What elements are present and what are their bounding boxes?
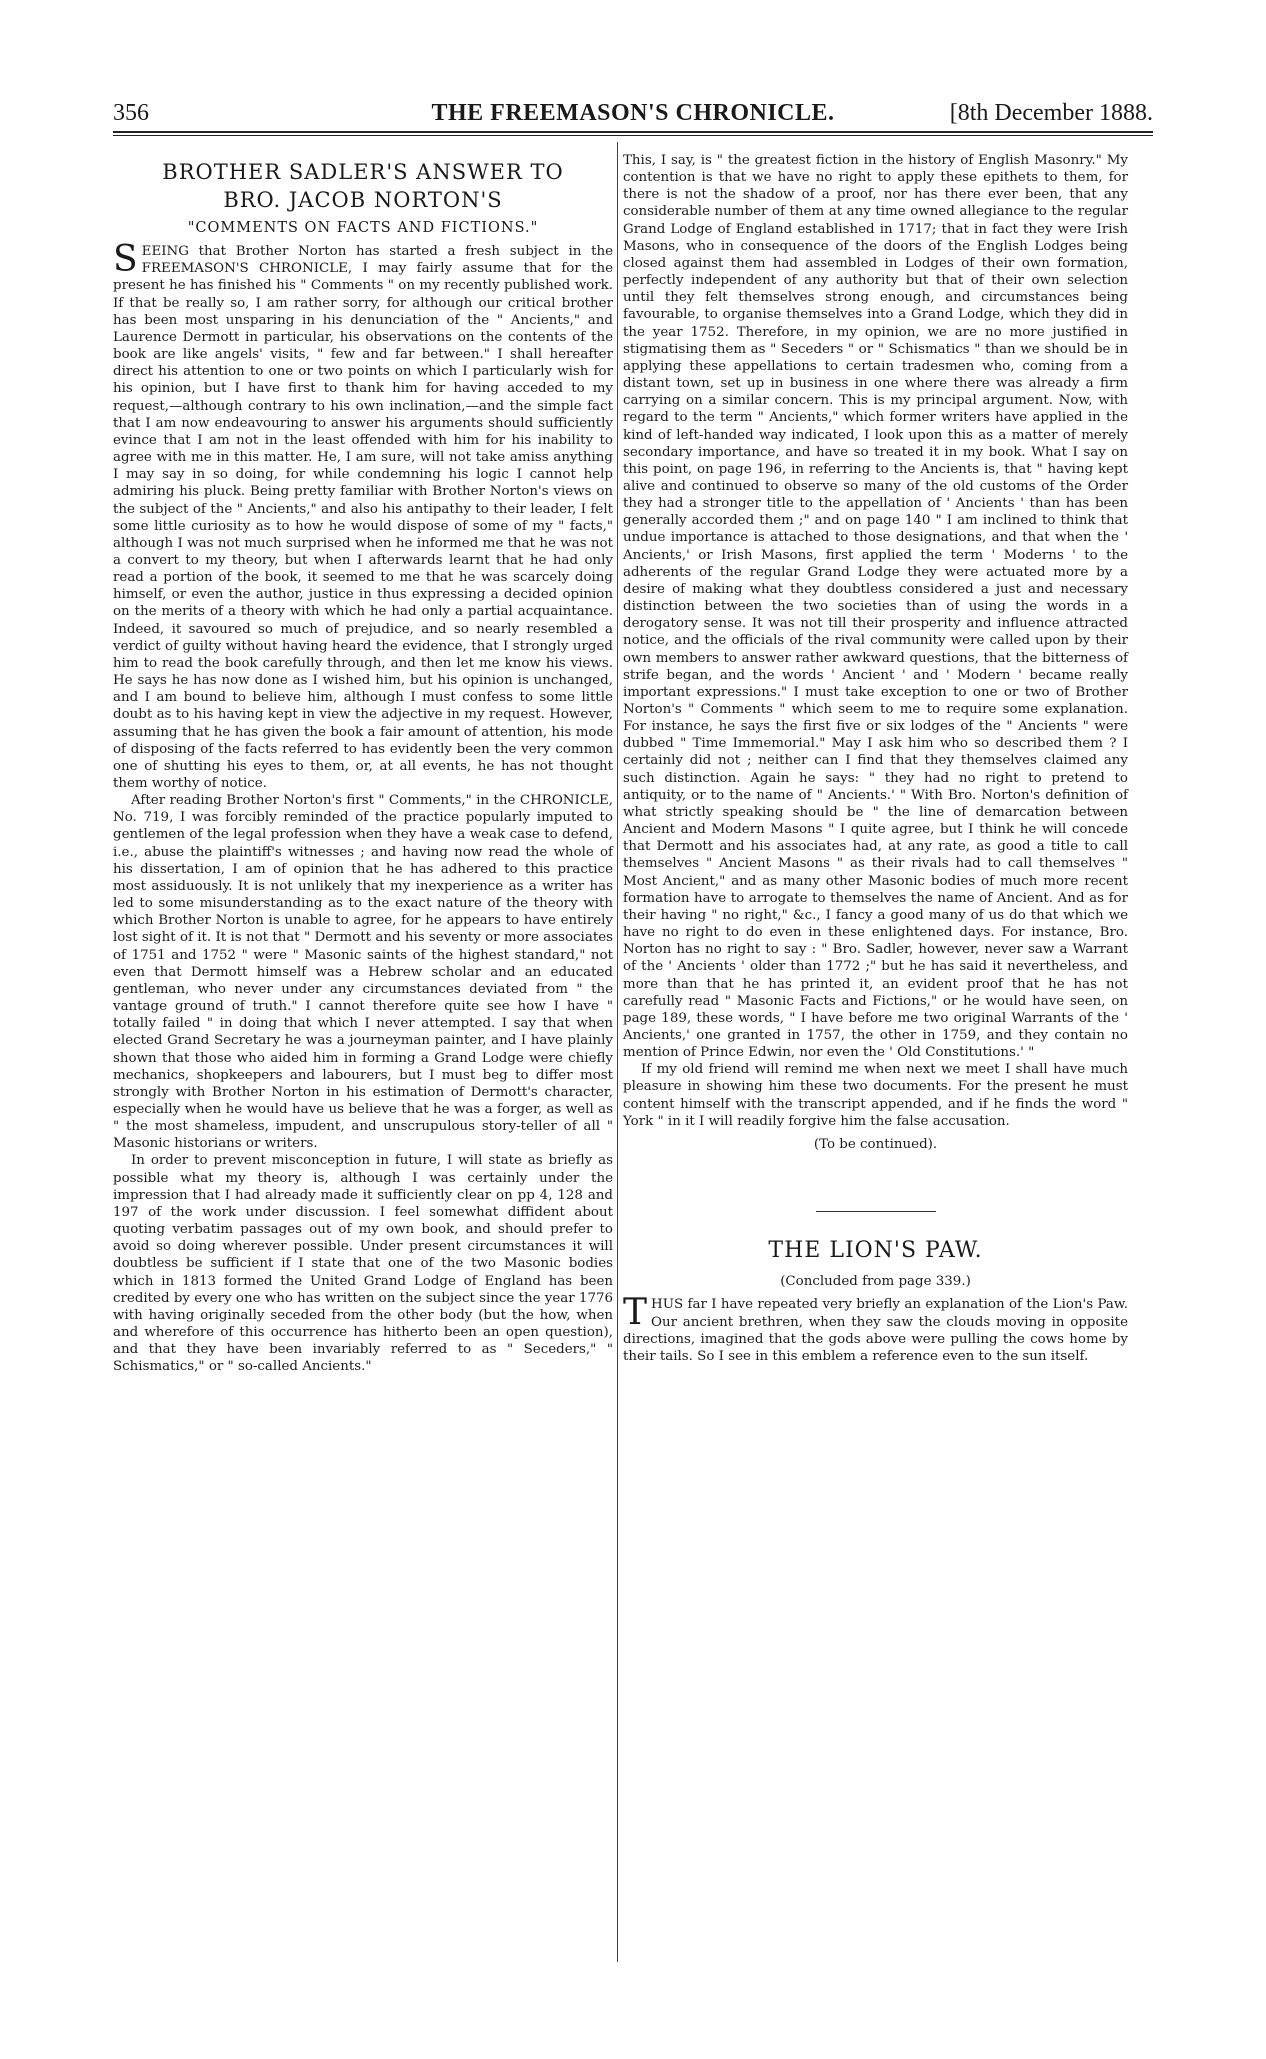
drop-cap: S <box>113 239 138 281</box>
article-paragraph: After reading Brother Norton's first " Comments," in the CHRONICLE, No. 719, I was forcibly reminded of the practice popularly imputed to gentlemen of the legal profession when they have a weak case to defend, i.e., abuse the plaintiff's witnesses ; and having now read the whole of his dissertation, I am of opinion that he has adhered to this practice most assiduously. It is not unlikely that my inexperience as a writer has led to some misunderstanding as to the exact nature of the theory with which Brother Norton is unable to agree, for he appears to have entirely lost sight of it. It is not that " Dermott and his seventy or more associates of 1751 and 1752 " were " Masonic saints of the highest standard," not even that Dermott himself was a Hebrew scholar and an educated gentleman, who never under any circumstances deviated from " the vantage ground of truth." I cannot therefore quite see how I have " totally failed " in doing that which I never attempted. I say that when elected Grand Secretary he was a journeyman painter, and I have plainly shown that those who aided him in forming a Grand Lodge were chiefly mechanics, shopkeepers and labourers, but I must beg to differ most strongly with Brother Norton in his estimation of Dermott's character, especially when he would have us believe that he was a forger, as well as " the most shameless, impudent, and unscrupulous story-teller of all " Masonic historians or writers. <box>113 793 613 1152</box>
article-subtitle: "COMMENTS ON FACTS AND FICTIONS." <box>187 220 539 236</box>
masthead <box>113 100 1153 130</box>
article-title-line-2: BRO. JACOB NORTON'S <box>223 188 503 212</box>
paragraph-text: EEING that Brother Norton has started a fresh subject in the FREEMASON'S CHRONICLE, I may fairly assume that for the present he has finished his " Comments " on my recently published work. If that be really so, I am rather sorry, for although our critical brother has been most unsparing in his denunciation of the " Ancients," and Laurence Dermott in particular, his observations on the contents of the book are like angels' visits, " few and far between." I shall hereafter direct his attention to one or two points on which I particularly wish for his opinion, but I have first to thank him for having acceded to my request,—although contrary to his own inclination,—and the simple fact that I am now endeavouring to answer his arguments should sufficiently evince that I am not in the least offended with him for his inability to agree with me in this matter. He, I am sure, will not take amiss anything I may say in so doing, for while condemning his logic I cannot help admiring his pluck. Being pretty familiar with Brother Norton's views on the subject of the " Ancients," and also his antipathy to their leader, I felt some little curiosity as to how he would dispose of some of my " facts," although I was not much surprised when he informed me that he was not a convert to my theory, but when I afterwards learnt that he had only read a portion of the book, it seemed to me that he was scarcely doing himself, or even the author, justice in thus expressing a decided opinion on the merits of a theory with which he had only a partial acquaintance. Indeed, it savoured so much of prejudice, and so nearly resembled a verdict of guilty without having heard the evidence, that I strongly urged him to read the book carefully through, and then let me know his views. He says he has now done as I wished him, but his opinion is unchanged, and I am bound to believe him, although I must confess to some little doubt as to his having kept in view the adjective in my request. However, assuming that he has given the book a fair amount of attention, his mode of disposing of the facts referred to has evidently been the very common one of shutting his eyes to them, or, at all events, he has not thought them worthy of notice. <box>113 244 613 791</box>
article-paragraph: In order to prevent misconception in future, I will state as briefly as possible what my theory is, although I was certainly under the impression that I had already made it sufficiently clear on pp 4, 128 and 197 of the work under discussion. I feel somewhat diffident about quoting verbatim passages out of my own book, and should prefer to avoid so doing wherever possible. Under present circumstances it will doubtless be sufficient if I state that one of the two Masonic bodies which in 1813 formed the United Grand Lodge of England has been credited by every one who has written on the subject since the year 1776 with having originally seceded from the other body (but the how, when and wherefore of this occurrence has hitherto been an open question), and that they have been invariably referred to as " Seceders," " Schismatics," or " so-called Ancients." <box>113 1153 613 1375</box>
article-paragraph: This, I say, is " the greatest fiction in the history of English Masonry." My contention is that we have no right to apply these epithets to them, for there is not the shadow of a proof, nor has there ever been, that any considerable number of them at any time owned allegiance to the regular Grand Lodge of England established in 1717; that in fact they were Irish Masons, who in consequence of the doors of the English Lodges being closed against them had assembled in Lodges of their own formation, perfectly independent of any authority but that of their own selection until they felt themselves strong enough, and circumstances being favourable, to organise themselves into a Grand Lodge, which they did in the year 1752. Therefore, in my opinion, we are no more justified in stigmatising them as " Seceders " or " Schismatics " than we should be in applying these appellations to certain tradesmen who, coming from a distant town, set up in business in one where there was already a firm carrying on a similar concern. This is my principal argument. Now, with regard to the term " Ancients," which former writers have applied in the kind of left-handed way indicated, I look upon this as a matter of merely secondary importance, and have so treated it in my book. What I say on this point, on page 196, in referring to the Ancients is, that " having kept alive and continued to observe so many of the old customs of the Order they had a stronger title to the appellation of ' Ancients ' than has been generally accorded them ;" and on page 140 " I am inclined to think that undue importance is attached to those designations, and that when the ' Ancients,' or Irish Masons, first applied the term ' Moderns ' to the adherents of the regular Grand Lodge they were actuated more by a desire of making what they doubtless considered a just and necessary distinction between the two societies than of using the words in a derogatory sense. It was not till their prosperity and influence attracted notice, and the officials of the rival community were called upon by their own members to answer rather awkward questions, that the bitterness of strife began, and the words ' Ancient ' and ' Modern ' became really important expressions." I must take exception to one or two of Brother Norton's " Comments " which seem to me to require some explanation. For instance, he says the first five or six lodges of the " Ancients " were dubbed " Time Immemorial." May I ask him who so described them ? I certainly did not ; neither can I find that they themselves claimed any such distinction. Again he says: " they had no right to pretend to antiquity, or to the name of " Ancients.' " With Bro. Norton's definition of what strictly speaking should be " the line of demarcation between Ancient and Modern Masons " I quite agree, but I think he will concede that Dermott and his associates had, at any rate, as good a title to call themselves " Ancient Masons " as their rivals had to call themselves " Most Ancient," and as many other Masonic bodies of much more recent formation have to arrogate to themselves the name of Ancient. And as for their having " no right," &c., I fancy a good many of us do that which we have no right to do even in these enlightened days. For instance, Bro. Norton has no right to say : " Bro. Sadler, however, never saw a Warrant of the ' Ancients ' older than 1772 ;" but he has said it nevertheless, and more than that he has printed it, an evident proof that he has not carefully read " Masonic Facts and Fictions," or he would have seen, on page 189, these words, " I have before me two original Warrants of the ' Ancients,' one granted in 1757, the other in 1759, and they contain no mention of Prince Edwin, nor even the ' Old Constitutions.' " <box>623 153 1128 1061</box>
drop-cap: T <box>623 1292 648 1334</box>
header-rule <box>113 131 1153 133</box>
second-article-title: THE LION'S PAW. <box>768 1238 983 1264</box>
column-divider <box>617 142 618 1962</box>
right-column <box>623 152 1128 1365</box>
page-number: 356 <box>113 100 149 126</box>
article-paragraph <box>113 239 613 792</box>
issue-date: [8th December 1888. <box>949 100 1153 126</box>
to-be-continued: (To be continued). <box>813 1136 938 1152</box>
article-paragraph <box>623 1292 1128 1365</box>
second-article-subtitle: (Concluded from page 339.) <box>780 1274 971 1290</box>
left-column <box>113 152 613 1375</box>
article-separator <box>816 1211 936 1212</box>
paragraph-text: HUS far I have repeated very briefly an explanation of the Lion's Paw. Our ancient brethren, when they saw the clouds moving in opposite directions, imagined that the gods above were pulling the cows home by their tails. So I see in this emblem a reference even to the sun itself. <box>623 1297 1128 1364</box>
article-paragraph: If my old friend will remind me when next we meet I shall have much pleasure in showing him these two documents. For the present he must content himself with the transcript appended, and if he finds the word " York " in it I will readily forgive him the false accusation. <box>623 1062 1128 1129</box>
header-rule-thin <box>113 135 1153 136</box>
article-title-line-1: BROTHER SADLER'S ANSWER TO <box>162 160 564 184</box>
publication-title: THE FREEMASON'S CHRONICLE. <box>431 100 835 126</box>
